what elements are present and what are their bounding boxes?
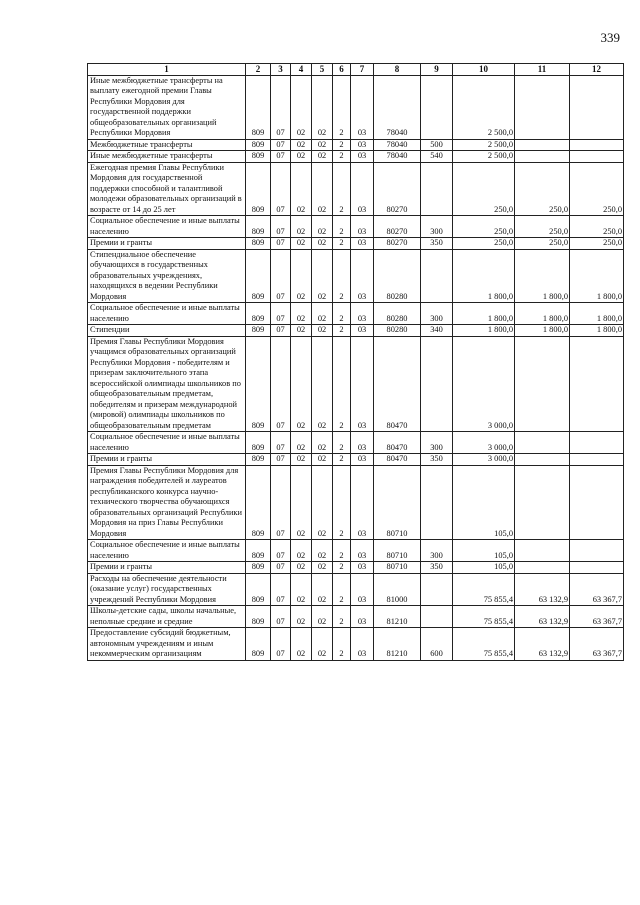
expense-type-cell: 350 <box>421 238 453 250</box>
subsection-code-cell: 02 <box>291 303 312 325</box>
amount-year3-cell: 250,0 <box>570 162 624 216</box>
event-code-cell: 03 <box>351 606 374 628</box>
expense-name-cell: Межбюджетные трансферты <box>88 139 246 151</box>
event-code-cell: 03 <box>351 303 374 325</box>
amount-year2-cell: 250,0 <box>515 162 570 216</box>
subsection-code-cell: 02 <box>291 216 312 238</box>
header-cell: 2 <box>246 64 271 76</box>
section-code-cell: 07 <box>271 249 291 303</box>
program-code-cell: 02 <box>312 606 333 628</box>
program-code-cell: 02 <box>312 216 333 238</box>
table-row <box>88 139 624 151</box>
amount-year1-cell: 2 500,0 <box>453 151 515 163</box>
subprogram-code-cell: 2 <box>333 454 351 466</box>
amount-year1-cell: 75 855,4 <box>453 573 515 606</box>
ministry-code-cell: 809 <box>246 336 271 432</box>
event-code-cell: 03 <box>351 465 374 540</box>
ministry-code-cell: 809 <box>246 249 271 303</box>
amount-year3-cell <box>570 454 624 466</box>
section-code-cell: 07 <box>271 336 291 432</box>
section-code-cell: 07 <box>271 465 291 540</box>
subsection-code-cell: 02 <box>291 238 312 250</box>
header-cell: 11 <box>515 64 570 76</box>
header-cell: 1 <box>88 64 246 76</box>
amount-year1-cell: 2 500,0 <box>453 75 515 139</box>
event-code-cell: 03 <box>351 540 374 562</box>
budget-table <box>87 63 624 661</box>
ministry-code-cell: 809 <box>246 606 271 628</box>
subsection-code-cell: 02 <box>291 432 312 454</box>
ministry-code-cell: 809 <box>246 432 271 454</box>
expense-type-cell <box>421 162 453 216</box>
amount-year1-cell: 105,0 <box>453 562 515 574</box>
ministry-code-cell: 809 <box>246 628 271 661</box>
event-code-cell: 03 <box>351 562 374 574</box>
subsection-code-cell: 02 <box>291 465 312 540</box>
subprogram-code-cell: 2 <box>333 216 351 238</box>
amount-year1-cell: 3 000,0 <box>453 336 515 432</box>
program-code-cell: 02 <box>312 465 333 540</box>
direction-code-cell: 81000 <box>374 573 421 606</box>
subsection-code-cell: 02 <box>291 540 312 562</box>
amount-year3-cell: 1 800,0 <box>570 325 624 337</box>
table-row <box>88 573 624 606</box>
ministry-code-cell: 809 <box>246 573 271 606</box>
subsection-code-cell: 02 <box>291 139 312 151</box>
amount-year3-cell <box>570 432 624 454</box>
expense-name-cell: Стипендии <box>88 325 246 337</box>
header-cell: 9 <box>421 64 453 76</box>
table-row <box>88 249 624 303</box>
amount-year1-cell: 1 800,0 <box>453 303 515 325</box>
amount-year2-cell: 1 800,0 <box>515 325 570 337</box>
table-row <box>88 432 624 454</box>
subprogram-code-cell: 2 <box>333 628 351 661</box>
header-cell: 6 <box>333 64 351 76</box>
subprogram-code-cell: 2 <box>333 139 351 151</box>
subprogram-code-cell: 2 <box>333 162 351 216</box>
ministry-code-cell: 809 <box>246 325 271 337</box>
subprogram-code-cell: 2 <box>333 540 351 562</box>
amount-year3-cell: 250,0 <box>570 238 624 250</box>
table-row <box>88 325 624 337</box>
direction-code-cell: 81210 <box>374 628 421 661</box>
program-code-cell: 02 <box>312 238 333 250</box>
event-code-cell: 03 <box>351 628 374 661</box>
amount-year1-cell: 1 800,0 <box>453 325 515 337</box>
amount-year1-cell: 75 855,4 <box>453 628 515 661</box>
direction-code-cell: 80270 <box>374 216 421 238</box>
subprogram-code-cell: 2 <box>333 465 351 540</box>
subsection-code-cell: 02 <box>291 151 312 163</box>
amount-year1-cell: 250,0 <box>453 162 515 216</box>
section-code-cell: 07 <box>271 562 291 574</box>
amount-year1-cell: 3 000,0 <box>453 432 515 454</box>
amount-year1-cell: 1 800,0 <box>453 249 515 303</box>
program-code-cell: 02 <box>312 75 333 139</box>
expense-type-cell <box>421 249 453 303</box>
table-row <box>88 606 624 628</box>
amount-year2-cell <box>515 432 570 454</box>
section-code-cell: 07 <box>271 303 291 325</box>
section-code-cell: 07 <box>271 151 291 163</box>
program-code-cell: 02 <box>312 303 333 325</box>
section-code-cell: 07 <box>271 606 291 628</box>
amount-year3-cell: 63 367,7 <box>570 606 624 628</box>
section-code-cell: 07 <box>271 573 291 606</box>
program-code-cell: 02 <box>312 139 333 151</box>
amount-year2-cell: 1 800,0 <box>515 303 570 325</box>
direction-code-cell: 80280 <box>374 325 421 337</box>
subprogram-code-cell: 2 <box>333 75 351 139</box>
amount-year3-cell: 250,0 <box>570 216 624 238</box>
page-number: 339 <box>600 30 620 45</box>
program-code-cell: 02 <box>312 573 333 606</box>
subsection-code-cell: 02 <box>291 573 312 606</box>
expense-type-cell: 300 <box>421 216 453 238</box>
table-row <box>88 454 624 466</box>
subprogram-code-cell: 2 <box>333 573 351 606</box>
direction-code-cell: 80280 <box>374 249 421 303</box>
event-code-cell: 03 <box>351 75 374 139</box>
expense-type-cell <box>421 75 453 139</box>
expense-type-cell: 600 <box>421 628 453 661</box>
event-code-cell: 03 <box>351 336 374 432</box>
expense-type-cell <box>421 606 453 628</box>
section-code-cell: 07 <box>271 325 291 337</box>
amount-year2-cell <box>515 540 570 562</box>
amount-year2-cell: 63 132,9 <box>515 606 570 628</box>
amount-year2-cell <box>515 336 570 432</box>
header-cell: 10 <box>453 64 515 76</box>
amount-year1-cell: 250,0 <box>453 216 515 238</box>
expense-name-cell: Социальное обеспечение и иные выплаты населению <box>88 432 246 454</box>
event-code-cell: 03 <box>351 249 374 303</box>
subsection-code-cell: 02 <box>291 336 312 432</box>
program-code-cell: 02 <box>312 249 333 303</box>
table-row <box>88 162 624 216</box>
table-header-row <box>88 64 624 76</box>
event-code-cell: 03 <box>351 573 374 606</box>
table-row <box>88 465 624 540</box>
amount-year3-cell <box>570 151 624 163</box>
amount-year1-cell: 250,0 <box>453 238 515 250</box>
expense-name-cell: Школы-детские сады, школы начальные, неполные средние и средние <box>88 606 246 628</box>
expense-type-cell: 350 <box>421 454 453 466</box>
expense-name-cell: Иные межбюджетные трансферты на выплату ежегодной премии Главы Республики Мордовия для государственной поддержки общеобразовательных организаций Республики Мордовия <box>88 75 246 139</box>
section-code-cell: 07 <box>271 454 291 466</box>
table-row <box>88 238 624 250</box>
program-code-cell: 02 <box>312 336 333 432</box>
amount-year1-cell: 105,0 <box>453 465 515 540</box>
subprogram-code-cell: 2 <box>333 606 351 628</box>
expense-name-cell: Ежегодная премия Главы Республики Мордовия для государственной поддержки способной и талантливой молодежи образовательных организаций в возрасте от 14 до 25 лет <box>88 162 246 216</box>
ministry-code-cell: 809 <box>246 303 271 325</box>
subprogram-code-cell: 2 <box>333 325 351 337</box>
subprogram-code-cell: 2 <box>333 303 351 325</box>
subprogram-code-cell: 2 <box>333 562 351 574</box>
program-code-cell: 02 <box>312 454 333 466</box>
amount-year3-cell <box>570 465 624 540</box>
table-row <box>88 75 624 139</box>
table-row <box>88 216 624 238</box>
direction-code-cell: 80710 <box>374 465 421 540</box>
amount-year1-cell: 2 500,0 <box>453 139 515 151</box>
amount-year2-cell: 63 132,9 <box>515 628 570 661</box>
amount-year3-cell: 63 367,7 <box>570 573 624 606</box>
ministry-code-cell: 809 <box>246 162 271 216</box>
expense-type-cell: 300 <box>421 432 453 454</box>
header-cell: 3 <box>271 64 291 76</box>
expense-name-cell: Стипендиальное обеспечение обучающихся в государственных образовательных учреждениях, находящихся в ведении Республики Мордовия <box>88 249 246 303</box>
expense-name-cell: Предоставление субсидий бюджетным, автономным учреждениям и иным некоммерческим организациям <box>88 628 246 661</box>
direction-code-cell: 80470 <box>374 336 421 432</box>
direction-code-cell: 81210 <box>374 606 421 628</box>
expense-type-cell: 500 <box>421 139 453 151</box>
program-code-cell: 02 <box>312 325 333 337</box>
amount-year2-cell: 250,0 <box>515 238 570 250</box>
amount-year1-cell: 105,0 <box>453 540 515 562</box>
header-cell: 12 <box>570 64 624 76</box>
header-cell: 8 <box>374 64 421 76</box>
amount-year3-cell <box>570 139 624 151</box>
program-code-cell: 02 <box>312 540 333 562</box>
direction-code-cell: 78040 <box>374 151 421 163</box>
amount-year1-cell: 3 000,0 <box>453 454 515 466</box>
expense-type-cell: 350 <box>421 562 453 574</box>
expense-name-cell: Расходы на обеспечение деятельности (оказание услуг) государственных учреждений Республики Мордовия <box>88 573 246 606</box>
ministry-code-cell: 809 <box>246 75 271 139</box>
table-row <box>88 336 624 432</box>
ministry-code-cell: 809 <box>246 139 271 151</box>
direction-code-cell: 80710 <box>374 540 421 562</box>
amount-year3-cell <box>570 562 624 574</box>
amount-year2-cell <box>515 139 570 151</box>
event-code-cell: 03 <box>351 162 374 216</box>
direction-code-cell: 80470 <box>374 432 421 454</box>
direction-code-cell: 78040 <box>374 75 421 139</box>
amount-year1-cell: 75 855,4 <box>453 606 515 628</box>
amount-year3-cell: 1 800,0 <box>570 303 624 325</box>
subsection-code-cell: 02 <box>291 606 312 628</box>
subsection-code-cell: 02 <box>291 325 312 337</box>
event-code-cell: 03 <box>351 216 374 238</box>
subprogram-code-cell: 2 <box>333 432 351 454</box>
amount-year2-cell <box>515 75 570 139</box>
section-code-cell: 07 <box>271 238 291 250</box>
ministry-code-cell: 809 <box>246 465 271 540</box>
expense-name-cell: Премия Главы Республики Мордовия для награждения победителей и лауреатов республиканского конкурса научно-технического творчества обучающихся образовательных организаций Республики Мордовия на приз Главы Республики Мордовия <box>88 465 246 540</box>
direction-code-cell: 80270 <box>374 162 421 216</box>
ministry-code-cell: 809 <box>246 216 271 238</box>
ministry-code-cell: 809 <box>246 238 271 250</box>
amount-year2-cell: 1 800,0 <box>515 249 570 303</box>
header-cell: 7 <box>351 64 374 76</box>
amount-year2-cell: 250,0 <box>515 216 570 238</box>
table-row <box>88 151 624 163</box>
table-body <box>88 75 624 660</box>
expense-name-cell: Премии и гранты <box>88 454 246 466</box>
amount-year3-cell <box>570 336 624 432</box>
table-row <box>88 562 624 574</box>
section-code-cell: 07 <box>271 540 291 562</box>
direction-code-cell: 80280 <box>374 303 421 325</box>
subsection-code-cell: 02 <box>291 249 312 303</box>
expense-name-cell: Социальное обеспечение и иные выплаты населению <box>88 540 246 562</box>
ministry-code-cell: 809 <box>246 540 271 562</box>
expense-name-cell: Социальное обеспечение и иные выплаты населению <box>88 303 246 325</box>
amount-year3-cell: 1 800,0 <box>570 249 624 303</box>
amount-year3-cell <box>570 540 624 562</box>
direction-code-cell: 80710 <box>374 562 421 574</box>
direction-code-cell: 80470 <box>374 454 421 466</box>
program-code-cell: 02 <box>312 151 333 163</box>
subsection-code-cell: 02 <box>291 562 312 574</box>
section-code-cell: 07 <box>271 75 291 139</box>
program-code-cell: 02 <box>312 628 333 661</box>
expense-name-cell: Премия Главы Республики Мордовия учащимся образовательных организаций Республики Мордовия - победителям и призерам заключительного этапа всероссийской олимпиады школьников по общеобразовательным предметам, победителям и призерам международной (мировой) олимпиады школьников по общеобразовательным предметам <box>88 336 246 432</box>
expense-name-cell: Иные межбюджетные трансферты <box>88 151 246 163</box>
expense-type-cell: 300 <box>421 540 453 562</box>
event-code-cell: 03 <box>351 139 374 151</box>
subsection-code-cell: 02 <box>291 75 312 139</box>
subprogram-code-cell: 2 <box>333 249 351 303</box>
header-cell: 4 <box>291 64 312 76</box>
amount-year2-cell <box>515 562 570 574</box>
expense-name-cell: Премии и гранты <box>88 238 246 250</box>
table-row <box>88 540 624 562</box>
expense-type-cell <box>421 573 453 606</box>
ministry-code-cell: 809 <box>246 562 271 574</box>
expense-type-cell <box>421 336 453 432</box>
event-code-cell: 03 <box>351 151 374 163</box>
subprogram-code-cell: 2 <box>333 238 351 250</box>
program-code-cell: 02 <box>312 562 333 574</box>
section-code-cell: 07 <box>271 162 291 216</box>
event-code-cell: 03 <box>351 454 374 466</box>
expense-type-cell: 300 <box>421 303 453 325</box>
subprogram-code-cell: 2 <box>333 151 351 163</box>
direction-code-cell: 80270 <box>374 238 421 250</box>
expense-name-cell: Социальное обеспечение и иные выплаты населению <box>88 216 246 238</box>
amount-year2-cell: 63 132,9 <box>515 573 570 606</box>
expense-name-cell: Премии и гранты <box>88 562 246 574</box>
amount-year2-cell <box>515 465 570 540</box>
expense-type-cell: 340 <box>421 325 453 337</box>
program-code-cell: 02 <box>312 432 333 454</box>
amount-year3-cell <box>570 75 624 139</box>
expense-type-cell: 540 <box>421 151 453 163</box>
section-code-cell: 07 <box>271 216 291 238</box>
direction-code-cell: 78040 <box>374 139 421 151</box>
expense-type-cell <box>421 465 453 540</box>
event-code-cell: 03 <box>351 325 374 337</box>
ministry-code-cell: 809 <box>246 151 271 163</box>
amount-year2-cell <box>515 151 570 163</box>
subsection-code-cell: 02 <box>291 628 312 661</box>
event-code-cell: 03 <box>351 432 374 454</box>
ministry-code-cell: 809 <box>246 454 271 466</box>
table-row <box>88 303 624 325</box>
amount-year2-cell <box>515 454 570 466</box>
table-row <box>88 628 624 661</box>
event-code-cell: 03 <box>351 238 374 250</box>
subsection-code-cell: 02 <box>291 162 312 216</box>
header-cell: 5 <box>312 64 333 76</box>
program-code-cell: 02 <box>312 162 333 216</box>
section-code-cell: 07 <box>271 628 291 661</box>
amount-year3-cell: 63 367,7 <box>570 628 624 661</box>
section-code-cell: 07 <box>271 432 291 454</box>
subsection-code-cell: 02 <box>291 454 312 466</box>
section-code-cell: 07 <box>271 139 291 151</box>
subprogram-code-cell: 2 <box>333 336 351 432</box>
